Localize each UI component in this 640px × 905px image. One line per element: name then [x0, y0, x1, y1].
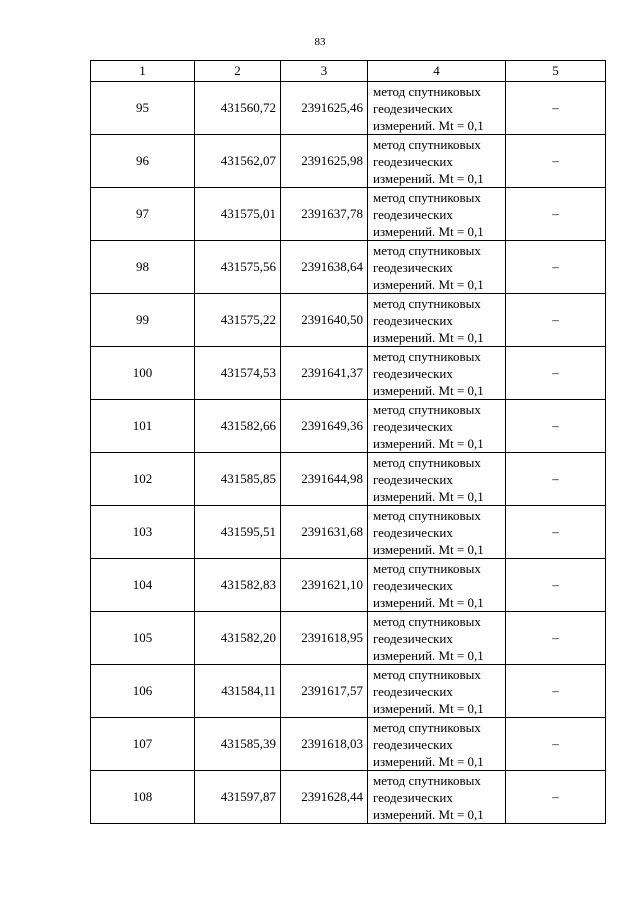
point-number-cell: 96: [91, 135, 195, 188]
point-number-cell: 102: [91, 453, 195, 506]
note-cell: –: [506, 665, 606, 718]
note-cell: –: [506, 771, 606, 824]
x-coordinate-cell: 431574,53: [195, 347, 281, 400]
x-coordinate-cell: 431595,51: [195, 506, 281, 559]
table-row: [91, 612, 606, 665]
note-cell: –: [506, 559, 606, 612]
method-cell: метод спутниковых геодезических измерений. Mt = 0,1: [368, 400, 506, 453]
x-coordinate-cell: 431582,20: [195, 612, 281, 665]
y-coordinate-cell: 2391625,46: [281, 82, 368, 135]
column-header-5: 5: [506, 61, 606, 82]
x-coordinate-cell: 431585,39: [195, 718, 281, 771]
y-coordinate-cell: 2391640,50: [281, 294, 368, 347]
point-number-cell: 98: [91, 241, 195, 294]
point-number-cell: 106: [91, 665, 195, 718]
method-cell: метод спутниковых геодезических измерений. Mt = 0,1: [368, 135, 506, 188]
note-cell: –: [506, 241, 606, 294]
method-cell: метод спутниковых геодезических измерений. Mt = 0,1: [368, 188, 506, 241]
table-row: [91, 665, 606, 718]
y-coordinate-cell: 2391618,03: [281, 718, 368, 771]
x-coordinate-cell: 431560,72: [195, 82, 281, 135]
y-coordinate-cell: 2391618,95: [281, 612, 368, 665]
x-coordinate-cell: 431582,66: [195, 400, 281, 453]
method-cell: метод спутниковых геодезических измерений. Mt = 0,1: [368, 294, 506, 347]
method-cell: метод спутниковых геодезических измерений. Mt = 0,1: [368, 347, 506, 400]
table-row: [91, 135, 606, 188]
note-cell: –: [506, 400, 606, 453]
y-coordinate-cell: 2391644,98: [281, 453, 368, 506]
column-header-3: 3: [281, 61, 368, 82]
coordinates-table: [90, 60, 606, 824]
table-row: [91, 400, 606, 453]
point-number-cell: 101: [91, 400, 195, 453]
note-cell: –: [506, 506, 606, 559]
x-coordinate-cell: 431584,11: [195, 665, 281, 718]
table-row: [91, 559, 606, 612]
page-number: 83: [314, 36, 326, 48]
note-cell: –: [506, 82, 606, 135]
y-coordinate-cell: 2391628,44: [281, 771, 368, 824]
x-coordinate-cell: 431585,85: [195, 453, 281, 506]
table-row: [91, 188, 606, 241]
column-header-2: 2: [195, 61, 281, 82]
y-coordinate-cell: 2391625,98: [281, 135, 368, 188]
table-row: [91, 718, 606, 771]
note-cell: –: [506, 718, 606, 771]
method-cell: метод спутниковых геодезических измерений. Mt = 0,1: [368, 559, 506, 612]
point-number-cell: 104: [91, 559, 195, 612]
point-number-cell: 100: [91, 347, 195, 400]
method-cell: метод спутниковых геодезических измерений. Mt = 0,1: [368, 771, 506, 824]
note-cell: –: [506, 135, 606, 188]
note-cell: –: [506, 294, 606, 347]
y-coordinate-cell: 2391637,78: [281, 188, 368, 241]
x-coordinate-cell: 431575,56: [195, 241, 281, 294]
method-cell: метод спутниковых геодезических измерений. Mt = 0,1: [368, 506, 506, 559]
table-row: [91, 347, 606, 400]
note-cell: –: [506, 612, 606, 665]
note-cell: –: [506, 347, 606, 400]
y-coordinate-cell: 2391631,68: [281, 506, 368, 559]
table-row: [91, 294, 606, 347]
method-cell: метод спутниковых геодезических измерений. Mt = 0,1: [368, 718, 506, 771]
column-header-1: 1: [91, 61, 195, 82]
table-row: [91, 82, 606, 135]
y-coordinate-cell: 2391649,36: [281, 400, 368, 453]
method-cell: метод спутниковых геодезических измерений. Mt = 0,1: [368, 612, 506, 665]
y-coordinate-cell: 2391617,57: [281, 665, 368, 718]
note-cell: –: [506, 453, 606, 506]
table-row: [91, 771, 606, 824]
method-cell: метод спутниковых геодезических измерений. Mt = 0,1: [368, 82, 506, 135]
x-coordinate-cell: 431575,22: [195, 294, 281, 347]
point-number-cell: 107: [91, 718, 195, 771]
x-coordinate-cell: 431582,83: [195, 559, 281, 612]
y-coordinate-cell: 2391638,64: [281, 241, 368, 294]
point-number-cell: 99: [91, 294, 195, 347]
point-number-cell: 95: [91, 82, 195, 135]
y-coordinate-cell: 2391621,10: [281, 559, 368, 612]
table-body: [91, 82, 606, 824]
point-number-cell: 103: [91, 506, 195, 559]
method-cell: метод спутниковых геодезических измерений. Mt = 0,1: [368, 665, 506, 718]
point-number-cell: 108: [91, 771, 195, 824]
table-row: [91, 453, 606, 506]
y-coordinate-cell: 2391641,37: [281, 347, 368, 400]
table-row: [91, 506, 606, 559]
method-cell: метод спутниковых геодезических измерений. Mt = 0,1: [368, 453, 506, 506]
x-coordinate-cell: 431562,07: [195, 135, 281, 188]
point-number-cell: 97: [91, 188, 195, 241]
x-coordinate-cell: 431575,01: [195, 188, 281, 241]
method-cell: метод спутниковых геодезических измерений. Mt = 0,1: [368, 241, 506, 294]
note-cell: –: [506, 188, 606, 241]
column-header-4: 4: [368, 61, 506, 82]
point-number-cell: 105: [91, 612, 195, 665]
table-row: [91, 241, 606, 294]
table-header-row: [91, 61, 606, 82]
x-coordinate-cell: 431597,87: [195, 771, 281, 824]
